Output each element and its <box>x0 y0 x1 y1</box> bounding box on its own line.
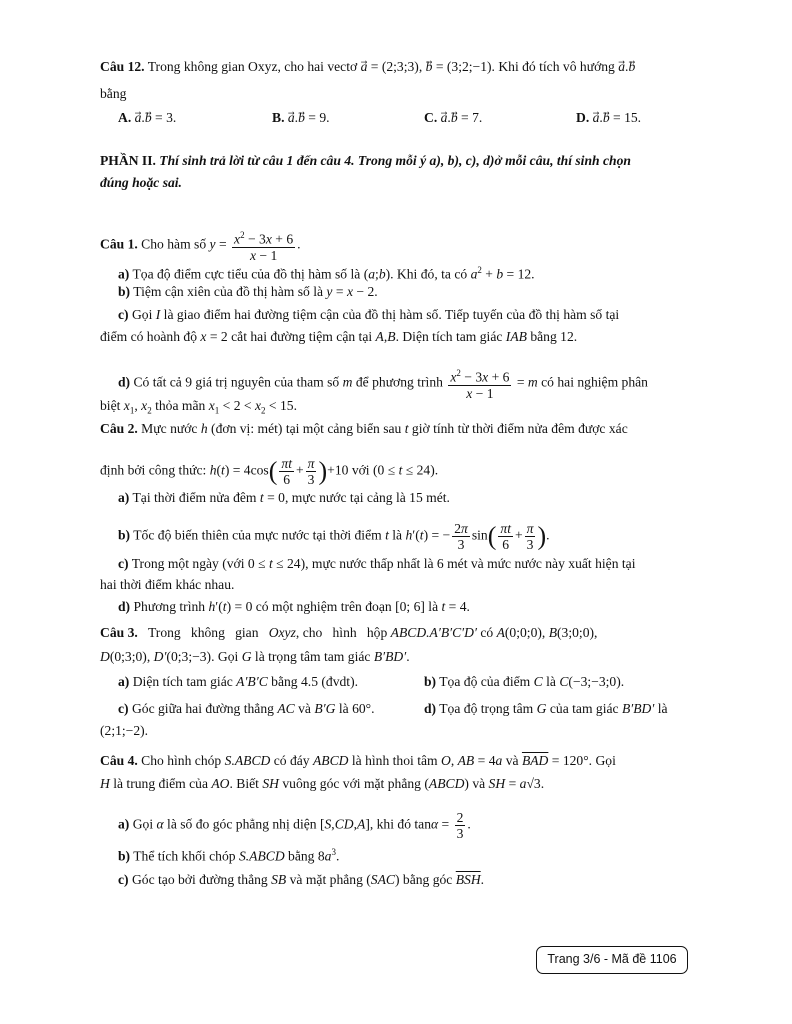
c2-d: d) Phương trình h′(t) = 0 có một nghiệm trên đoạn [0; 6] là t = 4. <box>118 599 470 614</box>
c2-c-line2: hai thời điểm khác nhau. <box>100 577 235 592</box>
c3-d-line1: d) Tọa độ trọng tâm G của tam giác B′BD′ là <box>424 701 668 716</box>
c4-b: b) Thể tích khối chóp S.ABCD bằng $8a^3$. <box>118 847 340 864</box>
q12-label: Câu 12. <box>100 59 145 74</box>
c1-b: b) Tiệm cận xiên của đồ thị hàm số là y = x − 2. <box>118 284 378 299</box>
c2-c-line1: c) Trong một ngày (với 0 ≤ t ≤ 24), mực nước thấp nhất là 6 mét và mức nước này xuất hiện tại <box>118 556 636 571</box>
c2-a: a) Tại thời điểm nửa đêm t = 0, mực nước tại cảng là 15 mét. <box>118 490 450 505</box>
c1-c-line1: c) Gọi I là giao điểm hai đường tiệm cận của đồ thị hàm số. Tiếp tuyến của đồ thị hàm số tại <box>118 307 620 322</box>
c3-c: c) Góc giữa hai đường thẳng AC và B′G là 60°. <box>118 701 375 716</box>
c1-intro: Câu 1. Cho hàm số y = $\frac{x^2 - 3x + 6}{x - 1}$ . <box>100 230 301 263</box>
c3-b: b) Tọa độ của điểm C là C(−3;−3;0). <box>424 674 625 689</box>
c4-line1: Câu 4. Cho hình chóp S.ABCD có đáy ABCD là hình thoi tâm O, AB = 4a và $\overline{BAD} = 120^\circ$. Gọi <box>100 753 616 768</box>
c4-a: a) Gọi α là số đo góc phẳng nhị diện [S,CD,A], khi đó tanα = $\frac{2}{3}$ . <box>118 810 471 841</box>
q12-option-b: B. a⃗.b⃗ = 9. <box>272 110 330 125</box>
c4-line2: H là trung điểm của AO. Biết SH vuông góc với mặt phẳng (ABCD) và SH = a√3. <box>100 776 545 791</box>
part2-heading-line2: đúng hoặc sai. <box>100 175 182 190</box>
c1-d-line1: d) Có tất cả 9 giá trị nguyên của tham số m để phương trình $\frac{x^2 - 3x + 6}{x - 1}$ = m có hai nghiệm phân <box>118 368 648 401</box>
c1-d-line2: biệt $x_1$, $x_2$ thỏa mãn $x_1 < 2 < x_2 < 15$. <box>100 398 297 416</box>
c1-a: a) Tọa độ điểm cực tiểu của đồ thị hàm số là (a;b). Khi đó, ta có $a^2 + b = 12$. <box>118 265 535 282</box>
c3-a: a) Diện tích tam giác A′B′C bằng 4.5 (đvdt). <box>118 674 359 689</box>
q12-option-d: D. a⃗.b⃗ = 15. <box>576 110 642 125</box>
part2-heading-line1: PHẦN II. Thí sinh trả lời từ câu 1 đến câu 4. Trong mỗi ý a), b), c), d)ở mỗi câu, thí sinh chọn <box>100 153 631 168</box>
page-footer: Trang 3/6 - Mã đề 1106 <box>536 946 688 974</box>
c3-line1: Câu 3. Trong không gian Oxyz, cho hình hộp ABCD.A′B′C′D′ có A(0;0;0), B(3;0;0), <box>100 625 598 640</box>
c1-c-line2: điểm có hoành độ x = 2 cắt hai đường tiệm cận tại A,B. Diện tích tam giác IAB bằng 12. <box>100 329 578 344</box>
c2-line1: Câu 2. Mực nước h (đơn vị: mét) tại một cảng biển sau t giờ tính từ thời điểm nửa đêm được xác <box>100 421 628 436</box>
c4-c: c) Góc tạo bởi đường thẳng SB và mặt phẳng (SAC) bằng góc $\overline{BSH}$. <box>118 872 485 887</box>
c3-line2: D(0;3;0), D′(0;3;−3). Gọi G là trọng tâm tam giác B′BD′. <box>100 649 410 664</box>
q12-line1: Câu 12. Trong không gian Oxyz, cho hai vectơ a⃗ = (2;3;3), b⃗ = (3;2;−1). Khi đó tích vô hướng a⃗.b <box>100 59 636 74</box>
q12-option-c: C. a⃗.b⃗ = 7. <box>424 110 483 125</box>
q12-option-a: A. a⃗.b⃗ = 3. <box>118 110 177 125</box>
part2-heading: PHẦN II. <box>100 153 156 168</box>
c3-d-line2: (2;1;−2). <box>100 723 149 738</box>
c2-line2: định bởi công thức: h(t) = 4cos( $\frac{\pi t}{6}$ + $\frac{\pi}{3}$ )+10 với (0 ≤ t ≤ 24). <box>100 456 439 487</box>
c2-b: b) Tốc độ biến thiên của mực nước tại thời điểm t là h′(t) = − $\frac{2\pi}{3}$ sin( $\frac{\pi t}{6}$ + $\frac{\pi}{3}$ ). <box>118 521 550 552</box>
q12-line2: bằng <box>100 86 127 101</box>
